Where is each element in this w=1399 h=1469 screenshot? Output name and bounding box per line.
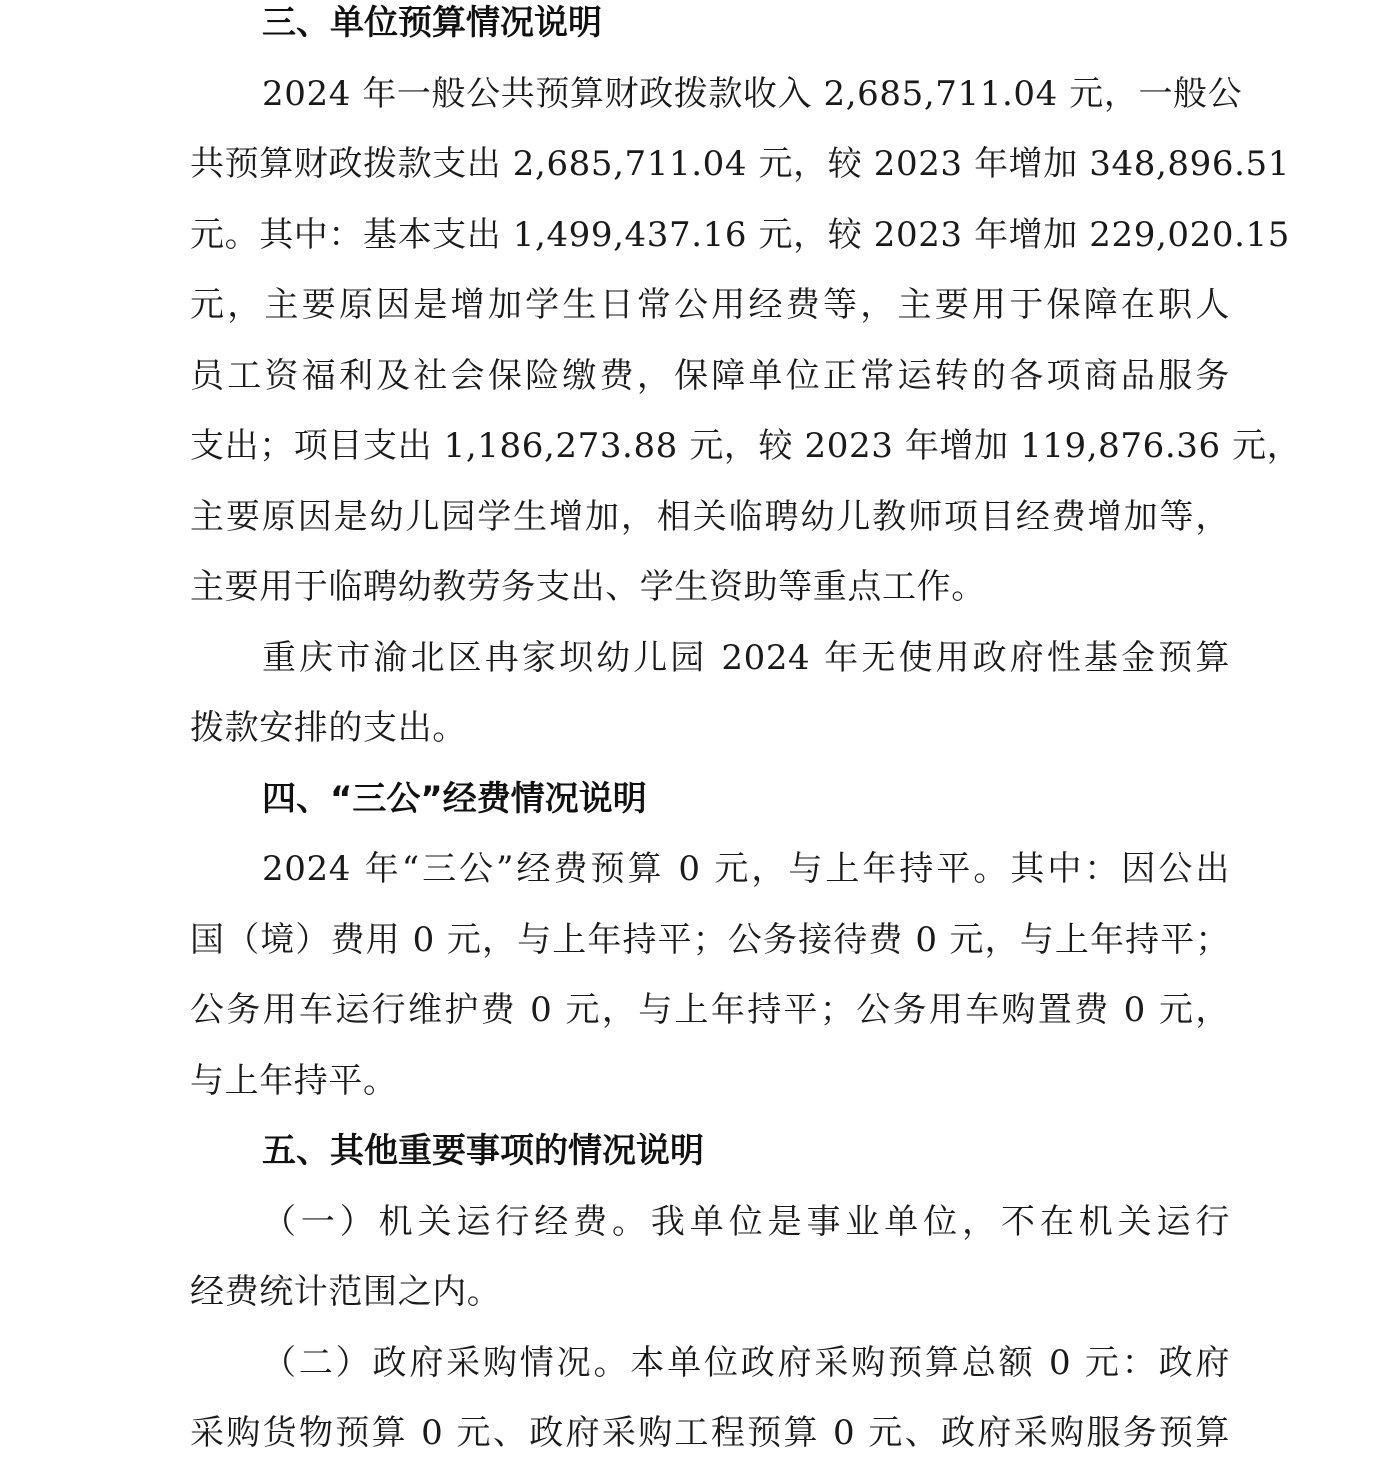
paragraph bbox=[190, 1187, 1230, 1328]
text-line: 2024 年一般公共预算财政拨款收入 2,685,711.04 元，一般公 bbox=[262, 73, 1243, 114]
text-line: 重庆市渝北区冉家坝幼儿园 2024 年无使用政府性基金预算 bbox=[262, 637, 1230, 678]
text-line: 元。其中：基本支出 1,499,437.16 元，较 2023 年增加 229,020.15 bbox=[190, 214, 1290, 255]
text-line: 2024 年“三公”经费预算 0 元，与上年持平。其中：因公出 bbox=[262, 849, 1230, 889]
paragraph bbox=[190, 59, 1302, 623]
text-line: 支出；项目支出 1,186,273.88 元，较 2023 年增加 119,876.36 元， bbox=[190, 426, 1302, 466]
text-line: （二）政府采购情况。本单位政府采购预算总额 0 元：政府 bbox=[262, 1342, 1230, 1383]
text-line: 经费统计范围之内。 bbox=[190, 1272, 502, 1312]
text-line: （一）机关运行经费。我单位是事业单位，不在机关运行 bbox=[262, 1201, 1230, 1242]
text-line: 主要用于临聘幼教劳务支出、学生资助等重点工作。 bbox=[190, 567, 986, 607]
text-line: 主要原因是幼儿园学生增加，相关临聘幼儿教师项目经费增加等， bbox=[190, 496, 1230, 537]
paragraph bbox=[190, 1328, 1230, 1469]
text-line: 与上年持平。 bbox=[190, 1060, 398, 1101]
text-line: 公务用车运行维护费 0 元，与上年持平；公务用车购置费 0 元， bbox=[190, 990, 1230, 1030]
paragraph bbox=[190, 623, 1230, 764]
text-line: 国（境）费用 0 元，与上年持平；公务接待费 0 元，与上年持平； bbox=[190, 919, 1230, 960]
section-heading: 三、单位预算情况说明 bbox=[262, 3, 602, 43]
section-heading: 四、“三公”经费情况说明 bbox=[262, 778, 647, 819]
text-line: 采购货物预算 0 元、政府采购工程预算 0 元、政府采购服务预算 bbox=[190, 1413, 1230, 1453]
text-line: 元，主要原因是增加学生日常公用经费等，主要用于保障在职人 bbox=[190, 285, 1230, 325]
text-line: 拨款安排的支出。 bbox=[190, 708, 467, 748]
text-line: 员工资福利及社会保险缴费，保障单位正常运转的各项商品服务 bbox=[190, 355, 1230, 396]
text-line: 共预算财政拨款支出 2,685,711.04 元，较 2023 年增加 348,896.51 bbox=[190, 144, 1290, 184]
paragraph bbox=[190, 834, 1230, 1116]
section-heading: 五、其他重要事项的情况说明 bbox=[262, 1131, 704, 1171]
document-page bbox=[190, 0, 1302, 1469]
